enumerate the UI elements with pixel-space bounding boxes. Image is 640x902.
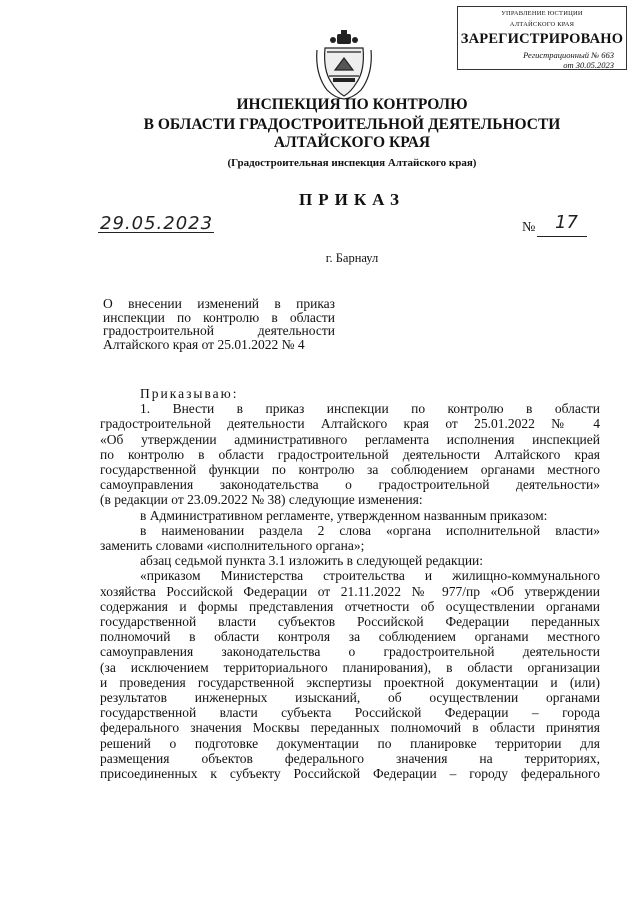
body-line: размещения объектов федерального значения на территориях,: [100, 750, 600, 766]
subject-line: Алтайского края от 25.01.2022 № 4: [103, 336, 305, 352]
city: г. Барнаул: [325, 251, 379, 265]
subject-block: [103, 297, 335, 351]
stamp-status: ЗАРЕГИСТРИРОВАНО: [460, 31, 624, 47]
stamp-authority-line1: УПРАВЛЕНИЕ ЮСТИЦИИ: [501, 10, 583, 17]
order-intro: Приказываю:: [140, 386, 239, 401]
document-body: [100, 386, 600, 781]
org-name-line2: В ОБЛАСТИ ГРАДОСТРОИТЕЛЬНОЙ ДЕЯТЕЛЬНОСТИ: [143, 116, 561, 133]
number-label: №: [522, 220, 536, 235]
stamp-reg-date: от 30.05.2023: [563, 60, 614, 70]
body-line: заменить словами «исполнительного органа»;: [100, 538, 365, 554]
stamp-authority-line2: АЛТАЙСКОГО КРАЯ: [509, 20, 575, 28]
body-line: результатов инженерных изысканий, об осуществлении органами: [100, 690, 600, 706]
document-date: 29.05.2023: [100, 213, 214, 234]
subject-line: О внесении изменений в приказ: [103, 296, 335, 311]
org-name-line3: АЛТАЙСКОГО КРАЯ: [273, 134, 431, 151]
number-underline: [537, 236, 587, 237]
org-name-line1: ИНСПЕКЦИЯ ПО КОНТРОЛЮ: [236, 96, 468, 113]
registration-stamp: [457, 6, 627, 70]
body-line: «приказом Министерства строительства и жилищно-коммунального: [140, 568, 600, 584]
subject-line: градостроительной деятельности: [103, 323, 335, 338]
body-line: по контролю в области градостроительной деятельности Алтайского края: [100, 446, 600, 462]
body-line: «Об утверждении административного регламента исполнения инспекцией: [100, 431, 600, 447]
body-line: и проведения государственной экспертизы проектной документации и (или): [100, 674, 600, 690]
body-line: государственной власти субъектов Российской Федерации переданных: [100, 614, 600, 630]
body-line: самоуправления законодательства о градостроительной деятельности»: [100, 477, 600, 493]
body-line: градостроительной деятельности Алтайского края от 25.01.2022 № 4: [100, 416, 600, 432]
document-type-title: ПРИКАЗ: [299, 190, 405, 209]
org-short-name: (Градостроительная инспекция Алтайского края): [227, 157, 477, 169]
body-line: присоединенных к субъекту Российской Федерации – городу федерального: [100, 766, 600, 782]
body-line: в Административном регламенте, утвержденном названным приказом:: [140, 507, 548, 523]
body-line: государственной власти субъекта Российской Федерации – города: [100, 705, 600, 721]
body-line: хозяйства Российской Федерации от 21.11.2022 № 977/пр «Об утверждении: [100, 583, 600, 599]
coat-of-arms-icon: [315, 30, 373, 100]
body-line: в наименовании раздела 2 слова «органа исполнительной власти»: [140, 522, 600, 538]
body-line: федерального значения Москвы переданных полномочий в области принятия: [100, 720, 600, 736]
body-line: полномочий в области контроля за соблюдением органами местного: [100, 629, 600, 645]
body-line: (за исключением территориального планирования), в области организации: [100, 659, 600, 675]
document-number: 17: [555, 212, 578, 233]
body-line: (в редакции от 23.09.2022 № 38) следующие изменения:: [100, 492, 423, 508]
body-line: самоуправления законодательства о градостроительной деятельности: [100, 644, 600, 660]
subject-line: инспекции по контролю в области: [103, 309, 335, 325]
body-line: абзац седьмой пункта 3.1 изложить в следующей редакции:: [140, 553, 484, 569]
stamp-reg-number: Регистрационный № 663: [523, 50, 614, 60]
body-line: 1. Внести в приказ инспекции по контролю в области: [140, 401, 600, 417]
body-line: государственной функции по контролю за соблюдением органами местного: [100, 462, 600, 478]
date-underline: [98, 232, 214, 233]
body-line: решений о подготовке документации по планировке территории для: [100, 735, 600, 751]
body-line: содержания и формы представления отчетности об осуществлении органами: [100, 598, 600, 614]
